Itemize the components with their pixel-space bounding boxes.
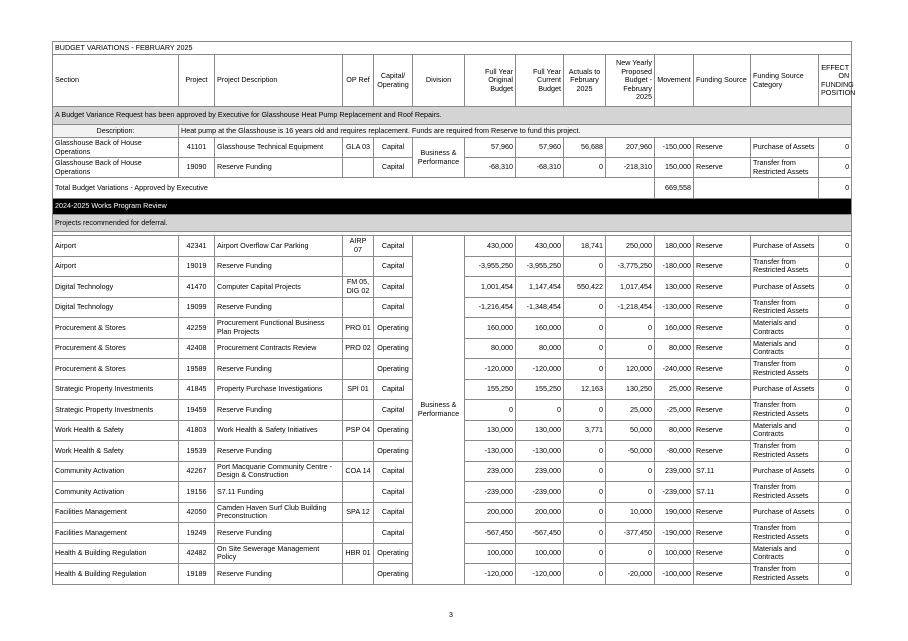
movement-cell: 80,000 — [655, 338, 694, 359]
description-cell: On Site Sewerage Management Policy — [215, 543, 343, 564]
capital-operating-cell: Capital — [374, 297, 413, 318]
full-year-original-cell: 239,000 — [465, 461, 516, 482]
actuals-cell: 550,422 — [564, 277, 606, 298]
description-cell: Airport Overflow Car Parking — [215, 236, 343, 257]
description-row — [53, 125, 852, 138]
description-cell: S7.11 Funding — [215, 482, 343, 503]
description-cell: Reserve Funding — [215, 441, 343, 462]
op-ref-cell — [343, 564, 374, 585]
new-yearly-cell: 0 — [606, 482, 655, 503]
funding-source-category-cell: Purchase of Assets — [751, 379, 819, 400]
col-header-description: Project Description — [215, 55, 343, 107]
funding-source-cell: Reserve — [694, 256, 751, 277]
project-cell: 42267 — [179, 461, 215, 482]
division-cell: Business & Performance — [413, 138, 465, 178]
actuals-cell: 0 — [564, 461, 606, 482]
funding-source-category-cell: Transfer from Restricted Assets — [751, 359, 819, 380]
full-year-current-cell: 1,147,454 — [516, 277, 564, 298]
full-year-current-cell: 80,000 — [516, 338, 564, 359]
full-year-current-cell: -567,450 — [516, 523, 564, 544]
section-cell: Strategic Property Investments — [53, 400, 179, 421]
funding-source-cell: S7.11 — [694, 461, 751, 482]
capital-operating-cell: Operating — [374, 420, 413, 441]
full-year-original-cell: -3,955,250 — [465, 256, 516, 277]
capital-operating-cell: Capital — [374, 523, 413, 544]
movement-cell: 150,000 — [655, 158, 694, 178]
op-ref-cell: PRO 02 — [343, 338, 374, 359]
full-year-current-cell: 239,000 — [516, 461, 564, 482]
actuals-cell: 12,163 — [564, 379, 606, 400]
effect-cell: 0 — [819, 482, 852, 503]
full-year-current-cell: 100,000 — [516, 543, 564, 564]
col-header-funding-source: Funding Source — [694, 55, 751, 107]
op-ref-cell: GLA 03 — [343, 138, 374, 158]
project-cell: 41845 — [179, 379, 215, 400]
funding-source-category-cell: Purchase of Assets — [751, 236, 819, 257]
full-year-original-cell: -68,310 — [465, 158, 516, 178]
funding-source-cell: Reserve — [694, 277, 751, 298]
op-ref-cell — [343, 441, 374, 462]
op-ref-cell: SPI 01 — [343, 379, 374, 400]
funding-source-cell: Reserve — [694, 564, 751, 585]
funding-source-category-cell: Transfer from Restricted Assets — [751, 297, 819, 318]
full-year-original-cell: -130,000 — [465, 441, 516, 462]
capital-operating-cell: Capital — [374, 502, 413, 523]
op-ref-cell: COA 14 — [343, 461, 374, 482]
full-year-current-cell: 130,000 — [516, 420, 564, 441]
full-year-current-cell: -120,000 — [516, 564, 564, 585]
full-year-original-cell: -120,000 — [465, 359, 516, 380]
actuals-cell: 18,741 — [564, 236, 606, 257]
col-header-op-ref: OP Ref — [343, 55, 374, 107]
capital-operating-cell: Capital — [374, 256, 413, 277]
actuals-cell: 0 — [564, 482, 606, 503]
effect-cell: 0 — [819, 236, 852, 257]
funding-source-category-cell: Materials and Contracts — [751, 338, 819, 359]
project-cell: 41803 — [179, 420, 215, 441]
project-cell: 42341 — [179, 236, 215, 257]
funding-source-cell: S7.11 — [694, 482, 751, 503]
full-year-current-cell: 155,250 — [516, 379, 564, 400]
capital-operating-cell: Capital — [374, 277, 413, 298]
section-cell: Health & Building Regulation — [53, 543, 179, 564]
op-ref-cell: AIRP 07 — [343, 236, 374, 257]
op-ref-cell — [343, 523, 374, 544]
table-title: BUDGET VARIATIONS - FEBRUARY 2025 — [53, 42, 852, 55]
description-cell: Camden Haven Surf Club Building Preconstruction — [215, 502, 343, 523]
capital-operating-cell: Capital — [374, 236, 413, 257]
works-heading: 2024-2025 Works Program Review — [53, 199, 852, 215]
capital-operating-cell: Capital — [374, 379, 413, 400]
op-ref-cell — [343, 482, 374, 503]
funding-source-cell: Reserve — [694, 297, 751, 318]
full-year-original-cell: -567,450 — [465, 523, 516, 544]
full-year-current-cell: -1,348,454 — [516, 297, 564, 318]
funding-source-category-cell: Transfer from Restricted Assets — [751, 523, 819, 544]
actuals-cell: 0 — [564, 441, 606, 462]
op-ref-cell: FM 05, DIG 02 — [343, 277, 374, 298]
full-year-original-cell: 160,000 — [465, 318, 516, 339]
movement-cell: 190,000 — [655, 502, 694, 523]
op-ref-cell: PRO 01 — [343, 318, 374, 339]
section-cell: Glasshouse Back of House Operations — [53, 158, 179, 178]
full-year-current-cell: 57,960 — [516, 138, 564, 158]
description-cell: Work Health & Safety Initiatives — [215, 420, 343, 441]
full-year-original-cell: -120,000 — [465, 564, 516, 585]
effect-cell: 0 — [819, 297, 852, 318]
funding-source-cell: Reserve — [694, 236, 751, 257]
new-yearly-cell: -3,775,250 — [606, 256, 655, 277]
effect-cell: 0 — [819, 256, 852, 277]
funding-source-cell: Reserve — [694, 543, 751, 564]
full-year-original-cell: 130,000 — [465, 420, 516, 441]
movement-cell: -100,000 — [655, 564, 694, 585]
project-cell: 41470 — [179, 277, 215, 298]
section-cell: Strategic Property Investments — [53, 379, 179, 400]
actuals-cell: 56,688 — [564, 138, 606, 158]
effect-cell: 0 — [819, 502, 852, 523]
movement-cell: -239,000 — [655, 482, 694, 503]
capital-operating-cell: Operating — [374, 564, 413, 585]
effect-cell: 0 — [819, 277, 852, 298]
full-year-current-cell: 430,000 — [516, 236, 564, 257]
new-yearly-cell: 120,000 — [606, 359, 655, 380]
section-cell: Facilities Management — [53, 502, 179, 523]
funding-source-cell: Reserve — [694, 441, 751, 462]
op-ref-cell — [343, 256, 374, 277]
description-cell: Reserve Funding — [215, 400, 343, 421]
movement-cell: 239,000 — [655, 461, 694, 482]
capital-operating-cell: Capital — [374, 138, 413, 158]
new-yearly-cell: -50,000 — [606, 441, 655, 462]
full-year-current-cell: -130,000 — [516, 441, 564, 462]
new-yearly-cell: 207,960 — [606, 138, 655, 158]
project-cell: 19099 — [179, 297, 215, 318]
total-value: 669,558 — [655, 178, 694, 199]
section-cell: Work Health & Safety — [53, 420, 179, 441]
effect-cell: 0 — [819, 338, 852, 359]
full-year-current-cell: 160,000 — [516, 318, 564, 339]
funding-source-category-cell: Transfer from Restricted Assets — [751, 400, 819, 421]
full-year-current-cell: -120,000 — [516, 359, 564, 380]
request-banner-row — [53, 107, 852, 125]
effect-cell: 0 — [819, 158, 852, 178]
funding-source-cell: Reserve — [694, 138, 751, 158]
effect-cell: 0 — [819, 379, 852, 400]
capital-operating-cell: Capital — [374, 461, 413, 482]
funding-source-category-cell: Transfer from Restricted Assets — [751, 256, 819, 277]
col-header-project: Project — [179, 55, 215, 107]
op-ref-cell: SPA 12 — [343, 502, 374, 523]
project-cell: 19019 — [179, 256, 215, 277]
section-cell: Airport — [53, 256, 179, 277]
movement-cell: 100,000 — [655, 543, 694, 564]
new-yearly-cell: 25,000 — [606, 400, 655, 421]
works-heading-row — [53, 199, 852, 215]
project-cell: 19090 — [179, 158, 215, 178]
new-yearly-cell: 1,017,454 — [606, 277, 655, 298]
section-cell: Digital Technology — [53, 277, 179, 298]
funding-source-cell: Reserve — [694, 379, 751, 400]
section-cell: Glasshouse Back of House Operations — [53, 138, 179, 158]
col-header-full-year-current: Full Year Current Budget — [516, 55, 564, 107]
movement-cell: -180,000 — [655, 256, 694, 277]
movement-cell: -190,000 — [655, 523, 694, 544]
funding-source-cell: Reserve — [694, 400, 751, 421]
full-year-original-cell: -1,216,454 — [465, 297, 516, 318]
new-yearly-cell: 50,000 — [606, 420, 655, 441]
capital-operating-cell: Capital — [374, 158, 413, 178]
budget-variations-table — [52, 41, 856, 585]
new-yearly-cell: 250,000 — [606, 236, 655, 257]
description-cell: Procurement Functional Business Plan Projects — [215, 318, 343, 339]
project-cell: 42259 — [179, 318, 215, 339]
actuals-cell: 0 — [564, 400, 606, 421]
section-cell: Health & Building Regulation — [53, 564, 179, 585]
table-row — [53, 138, 852, 158]
new-yearly-cell: -218,310 — [606, 158, 655, 178]
capital-operating-cell: Capital — [374, 482, 413, 503]
op-ref-cell — [343, 158, 374, 178]
full-year-original-cell: 430,000 — [465, 236, 516, 257]
project-cell: 41101 — [179, 138, 215, 158]
actuals-cell: 0 — [564, 543, 606, 564]
project-cell: 19249 — [179, 523, 215, 544]
effect-cell: 0 — [819, 543, 852, 564]
section-cell: Airport — [53, 236, 179, 257]
project-cell: 19539 — [179, 441, 215, 462]
capital-operating-cell: Operating — [374, 318, 413, 339]
effect-cell: 0 — [819, 318, 852, 339]
description-cell: Reserve Funding — [215, 359, 343, 380]
description-label: Description: — [53, 125, 179, 138]
capital-operating-cell: Operating — [374, 543, 413, 564]
movement-cell: 180,000 — [655, 236, 694, 257]
col-header-funding-source-category: Funding Source Category — [751, 55, 819, 107]
description-cell: Procurement Contracts Review — [215, 338, 343, 359]
funding-source-category-cell: Purchase of Assets — [751, 138, 819, 158]
funding-source-category-cell: Purchase of Assets — [751, 502, 819, 523]
full-year-current-cell: 0 — [516, 400, 564, 421]
col-header-movement: Movement — [655, 55, 694, 107]
new-yearly-cell: 0 — [606, 461, 655, 482]
col-header-actuals: Actuals to February 2025 — [564, 55, 606, 107]
capital-operating-cell: Operating — [374, 338, 413, 359]
full-year-current-cell: 200,000 — [516, 502, 564, 523]
table-row — [53, 236, 852, 257]
description-cell: Property Purchase Investigations — [215, 379, 343, 400]
funding-source-category-cell: Transfer from Restricted Assets — [751, 564, 819, 585]
description-cell: Reserve Funding — [215, 158, 343, 178]
description-cell: Reserve Funding — [215, 523, 343, 544]
effect-cell: 0 — [819, 400, 852, 421]
funding-source-cell: Reserve — [694, 158, 751, 178]
funding-source-cell: Reserve — [694, 420, 751, 441]
project-cell: 42050 — [179, 502, 215, 523]
funding-source-cell: Reserve — [694, 338, 751, 359]
actuals-cell: 0 — [564, 297, 606, 318]
funding-source-category-cell: Purchase of Assets — [751, 461, 819, 482]
full-year-original-cell: 57,960 — [465, 138, 516, 158]
request-banner: A Budget Variance Request has been approved by Executive for Glasshouse Heat Pump Replacement and Roof Repairs. — [53, 107, 852, 125]
actuals-cell: 0 — [564, 523, 606, 544]
total-spacer — [694, 178, 819, 199]
effect-cell: 0 — [819, 461, 852, 482]
new-yearly-cell: 0 — [606, 318, 655, 339]
description-cell: Reserve Funding — [215, 297, 343, 318]
actuals-cell: 3,771 — [564, 420, 606, 441]
capital-operating-cell: Operating — [374, 359, 413, 380]
full-year-original-cell: 100,000 — [465, 543, 516, 564]
description-cell: Reserve Funding — [215, 256, 343, 277]
description-cell: Reserve Funding — [215, 564, 343, 585]
actuals-cell: 0 — [564, 338, 606, 359]
movement-cell: 25,000 — [655, 379, 694, 400]
full-year-current-cell: -3,955,250 — [516, 256, 564, 277]
project-cell: 42408 — [179, 338, 215, 359]
funding-source-cell: Reserve — [694, 359, 751, 380]
funding-source-cell: Reserve — [694, 318, 751, 339]
title-row — [53, 42, 852, 55]
col-header-new-yearly: New Yearly Proposed Budget - February 2025 — [606, 55, 655, 107]
effect-cell: 0 — [819, 564, 852, 585]
project-cell: 19156 — [179, 482, 215, 503]
col-header-capital-operating: Capital/ Operating — [374, 55, 413, 107]
works-subheading-row — [53, 215, 852, 232]
col-header-full-year-original: Full Year Original Budget — [465, 55, 516, 107]
total-label: Total Budget Variations - Approved by Executive — [53, 178, 655, 199]
col-header-division: Division — [413, 55, 465, 107]
full-year-original-cell: -239,000 — [465, 482, 516, 503]
new-yearly-cell: 130,250 — [606, 379, 655, 400]
op-ref-cell — [343, 297, 374, 318]
description-text: Heat pump at the Glasshouse is 16 years old and requires replacement. Funds are required from Reserve to fund this project. — [179, 125, 852, 138]
works-subheading: Projects recommended for deferral. — [53, 215, 852, 232]
effect-cell: 0 — [819, 138, 852, 158]
capital-operating-cell: Operating — [374, 441, 413, 462]
movement-cell: 130,000 — [655, 277, 694, 298]
new-yearly-cell: -1,218,454 — [606, 297, 655, 318]
full-year-original-cell: 1,001,454 — [465, 277, 516, 298]
section-cell: Community Activation — [53, 482, 179, 503]
full-year-current-cell: -68,310 — [516, 158, 564, 178]
movement-cell: 160,000 — [655, 318, 694, 339]
effect-cell: 0 — [819, 441, 852, 462]
section-cell: Digital Technology — [53, 297, 179, 318]
funding-source-category-cell: Transfer from Restricted Assets — [751, 482, 819, 503]
movement-cell: 80,000 — [655, 420, 694, 441]
new-yearly-cell: -377,450 — [606, 523, 655, 544]
section-cell: Procurement & Stores — [53, 318, 179, 339]
new-yearly-cell: 0 — [606, 338, 655, 359]
section-cell: Procurement & Stores — [53, 359, 179, 380]
project-cell: 19459 — [179, 400, 215, 421]
col-header-effect: EFFECT ON FUNDING POSITION — [819, 55, 852, 107]
project-cell: 42482 — [179, 543, 215, 564]
description-cell: Computer Capital Projects — [215, 277, 343, 298]
total-effect: 0 — [819, 178, 852, 199]
full-year-original-cell: 155,250 — [465, 379, 516, 400]
movement-cell: -80,000 — [655, 441, 694, 462]
op-ref-cell: HBR 01 — [343, 543, 374, 564]
description-cell: Port Macquarie Community Centre - Design & Construction — [215, 461, 343, 482]
funding-source-cell: Reserve — [694, 502, 751, 523]
funding-source-category-cell: Materials and Contracts — [751, 420, 819, 441]
section-cell: Procurement & Stores — [53, 338, 179, 359]
description-cell: Glasshouse Technical Equipment — [215, 138, 343, 158]
op-ref-cell — [343, 400, 374, 421]
new-yearly-cell: 0 — [606, 543, 655, 564]
op-ref-cell: PSP 04 — [343, 420, 374, 441]
funding-source-cell: Reserve — [694, 523, 751, 544]
actuals-cell: 0 — [564, 158, 606, 178]
total-row — [53, 178, 852, 199]
actuals-cell: 0 — [564, 318, 606, 339]
op-ref-cell — [343, 359, 374, 380]
funding-source-category-cell: Purchase of Assets — [751, 277, 819, 298]
page-number: 3 — [449, 612, 453, 619]
division-cell: Business & Performance — [413, 236, 465, 585]
effect-cell: 0 — [819, 523, 852, 544]
funding-source-category-cell: Materials and Contracts — [751, 318, 819, 339]
capital-operating-cell: Capital — [374, 400, 413, 421]
project-cell: 19189 — [179, 564, 215, 585]
full-year-original-cell: 200,000 — [465, 502, 516, 523]
effect-cell: 0 — [819, 359, 852, 380]
movement-cell: -240,000 — [655, 359, 694, 380]
full-year-original-cell: 80,000 — [465, 338, 516, 359]
funding-source-category-cell: Transfer from Restricted Assets — [751, 441, 819, 462]
project-cell: 19589 — [179, 359, 215, 380]
section-cell: Work Health & Safety — [53, 441, 179, 462]
actuals-cell: 0 — [564, 502, 606, 523]
actuals-cell: 0 — [564, 564, 606, 585]
effect-cell: 0 — [819, 420, 852, 441]
full-year-current-cell: -239,000 — [516, 482, 564, 503]
section-cell: Facilities Management — [53, 523, 179, 544]
movement-cell: -25,000 — [655, 400, 694, 421]
funding-source-category-cell: Transfer from Restricted Assets — [751, 158, 819, 178]
section-cell: Community Activation — [53, 461, 179, 482]
movement-cell: -130,000 — [655, 297, 694, 318]
actuals-cell: 0 — [564, 256, 606, 277]
col-header-section: Section — [53, 55, 179, 107]
movement-cell: -150,000 — [655, 138, 694, 158]
funding-source-category-cell: Materials and Contracts — [751, 543, 819, 564]
new-yearly-cell: -20,000 — [606, 564, 655, 585]
full-year-original-cell: 0 — [465, 400, 516, 421]
new-yearly-cell: 10,000 — [606, 502, 655, 523]
header-row — [53, 55, 852, 107]
actuals-cell: 0 — [564, 359, 606, 380]
